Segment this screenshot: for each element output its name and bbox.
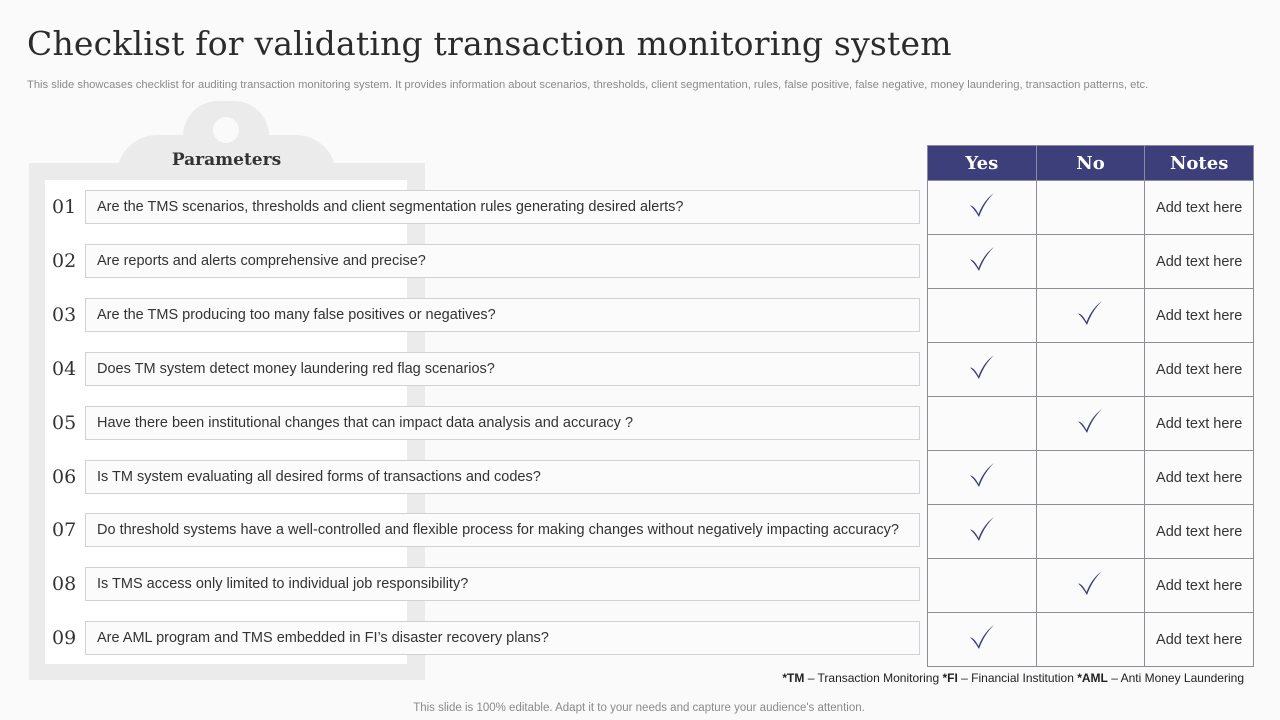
checklist-table — [927, 145, 1254, 667]
no-cell — [1036, 397, 1145, 451]
row-number: 02 — [52, 249, 77, 272]
no-cell — [1036, 559, 1145, 613]
table-row — [928, 397, 1254, 451]
row-number: 03 — [52, 303, 77, 326]
footnote-tm-abbr: *TM — [782, 671, 805, 685]
clipboard-hole — [213, 117, 239, 143]
table-row — [928, 343, 1254, 397]
no-cell — [1036, 181, 1145, 235]
note-cell[interactable]: Add text here — [1145, 343, 1254, 397]
parameter-question: Are reports and alerts comprehensive and precise? — [85, 244, 920, 278]
yes-cell — [928, 181, 1037, 235]
footnote-aml-text: – Anti Money Laundering — [1107, 671, 1244, 685]
note-cell[interactable]: Add text here — [1145, 451, 1254, 505]
yes-cell — [928, 289, 1037, 343]
row-number: 09 — [52, 627, 77, 650]
footnote-fi-text: – Financial Institution — [957, 671, 1078, 685]
checkmark-icon — [967, 514, 997, 544]
abbreviation-footnote — [782, 671, 1244, 685]
parameter-question: Are AML program and TMS embedded in FI’s disaster recovery plans? — [85, 621, 920, 655]
yes-cell — [928, 451, 1037, 505]
checkmark-icon — [967, 190, 997, 220]
yes-cell — [928, 235, 1037, 289]
checkmark-icon — [967, 352, 997, 382]
table-row — [928, 289, 1254, 343]
no-cell — [1036, 613, 1145, 667]
no-cell — [1036, 289, 1145, 343]
no-cell — [1036, 235, 1145, 289]
note-cell[interactable]: Add text here — [1145, 397, 1254, 451]
note-cell[interactable]: Add text here — [1145, 613, 1254, 667]
table-row — [928, 181, 1254, 235]
row-number: 04 — [52, 357, 77, 380]
table-row — [928, 559, 1254, 613]
checkmark-icon — [967, 244, 997, 274]
parameter-question: Have there been institutional changes that can impact data analysis and accuracy ? — [85, 406, 920, 440]
yes-cell — [928, 343, 1037, 397]
note-cell[interactable]: Add text here — [1145, 289, 1254, 343]
note-cell[interactable]: Add text here — [1145, 181, 1254, 235]
checkmark-icon — [1075, 568, 1105, 598]
row-number: 08 — [52, 573, 77, 596]
checkmark-icon — [967, 622, 997, 652]
yes-cell — [928, 559, 1037, 613]
note-cell[interactable]: Add text here — [1145, 559, 1254, 613]
parameter-question: Are the TMS producing too many false positives or negatives? — [85, 298, 920, 332]
no-cell — [1036, 343, 1145, 397]
no-cell — [1036, 505, 1145, 559]
table-row — [928, 235, 1254, 289]
parameter-question: Does TM system detect money laundering red flag scenarios? — [85, 352, 920, 386]
editable-note: This slide is 100% editable. Adapt it to your needs and capture your audience's attention. — [413, 702, 865, 714]
footnote-fi-abbr: *FI — [942, 671, 958, 685]
notes-column-header: Notes — [1145, 146, 1254, 181]
no-cell — [1036, 451, 1145, 505]
row-number: 07 — [52, 519, 77, 542]
checkmark-icon — [1075, 406, 1105, 436]
yes-cell — [928, 397, 1037, 451]
parameter-question: Do threshold systems have a well-controlled and flexible process for making changes without negatively impacting accuracy? — [85, 513, 920, 547]
page-subtitle: This slide showcases checklist for auditing transaction monitoring system. It provides information about scenarios, thresholds, client segmentation, rules, false positive, false negative, money laundering, transaction patterns, etc. — [27, 79, 1149, 91]
parameter-question: Are the TMS scenarios, thresholds and client segmentation rules generating desired alerts? — [85, 190, 920, 224]
note-cell[interactable]: Add text here — [1145, 505, 1254, 559]
table-row — [928, 451, 1254, 505]
table-row — [928, 613, 1254, 667]
yes-cell — [928, 505, 1037, 559]
checklist-body — [928, 181, 1254, 667]
no-column-header: No — [1036, 146, 1145, 181]
row-number: 06 — [52, 465, 77, 488]
row-number: 01 — [52, 196, 77, 218]
row-number: 05 — [52, 411, 77, 434]
note-cell[interactable]: Add text here — [1145, 235, 1254, 289]
yes-cell — [928, 613, 1037, 667]
page-title: Checklist for validating transaction monitoring system — [27, 24, 952, 63]
parameter-question: Is TM system evaluating all desired forms of transactions and codes? — [85, 460, 920, 494]
checkmark-icon — [967, 460, 997, 490]
footnote-tm-text: – Transaction Monitoring — [804, 671, 943, 685]
checkmark-icon — [1075, 298, 1105, 328]
footnote-aml-abbr: *AML — [1077, 671, 1108, 685]
table-row — [928, 505, 1254, 559]
parameters-header: Parameters — [171, 150, 282, 170]
parameter-question: Is TMS access only limited to individual job responsibility? — [85, 567, 920, 601]
yes-column-header: Yes — [928, 146, 1037, 181]
